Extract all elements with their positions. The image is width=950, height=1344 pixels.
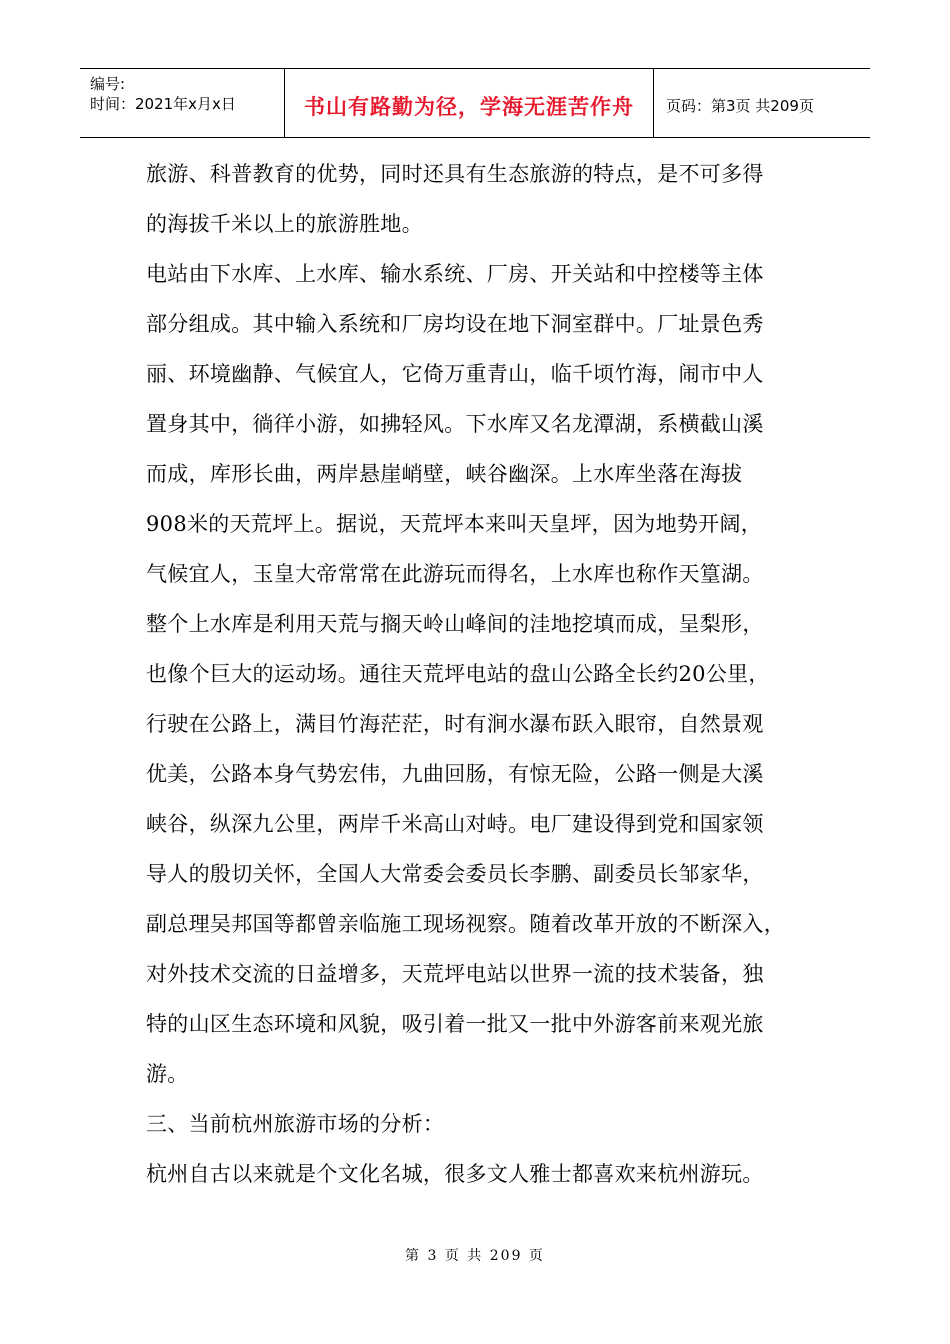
body-line: 部分组成。其中输入系统和厂房均设在地下洞室群中。厂址景色秀 (146, 312, 764, 336)
body-line: 导人的殷切关怀，全国人大常委会委员长李鹏、副委员长邹家华， (146, 862, 764, 886)
section-heading: 三、当前杭州旅游市场的分析： (146, 1112, 445, 1136)
body-line: 丽、环境幽静、气候宜人，它倚万重青山，临千顷竹海，闹市中人 (146, 362, 764, 386)
body-line: 行驶在公路上，满目竹海茫茫，时有涧水瀑布跃入眼帘，自然景观 (146, 712, 764, 736)
motto-text: 书山有路勤为径，学海无涯苦作舟 (304, 95, 634, 119)
body-line: 副总理吴邦国等都曾亲临施工现场视察。随着改革开放的不断深入， (146, 912, 785, 936)
page-info: 页码：第3页 共209页 (666, 97, 814, 115)
body-line: 特的山区生态环境和风貌，吸引着一批又一批中外游客前来观光旅 (146, 1012, 764, 1036)
body-line: 游。 (146, 1062, 189, 1086)
serial-number-label: 编号: (90, 75, 126, 93)
body-line: 而成，库形长曲，两岸悬崖峭壁，峡谷幽深。上水库坐落在海拔 (146, 462, 743, 486)
body-line: 的海拔千米以上的旅游胜地。 (146, 212, 423, 236)
body-line: 优美，公路本身气势宏伟，九曲回肠，有惊无险，公路一侧是大溪 (146, 762, 764, 786)
body-line: 对外技术交流的日益增多，天荒坪电站以世界一流的技术装备，独 (146, 962, 764, 986)
document-body (146, 162, 836, 1212)
body-line: 峡谷，纵深九公里，两岸千米高山对峙。电厂建设得到党和国家领 (146, 812, 764, 836)
header-right-cell (654, 69, 870, 137)
body-line: 杭州自古以来就是个文化名城，很多文人雅士都喜欢来杭州游玩。 (146, 1162, 764, 1186)
date-label: 时间：2021年x月x日 (90, 95, 236, 113)
body-line: 整个上水库是利用天荒与搁天岭山峰间的洼地挖填而成，呈梨形， (146, 612, 764, 636)
body-line: 气候宜人，玉皇大帝常常在此游玩而得名，上水库也称作天篁湖。 (146, 562, 764, 586)
body-line: 908米的天荒坪上。据说，天荒坪本来叫天皇坪，因为地势开阔， (146, 512, 763, 536)
body-line: 旅游、科普教育的优势，同时还具有生态旅游的特点，是不可多得 (146, 162, 764, 186)
body-line: 置身其中，徜徉小游，如拂轻风。下水库又名龙潭湖，系横截山溪 (146, 412, 764, 436)
body-line: 电站由下水库、上水库、输水系统、厂房、开关站和中控楼等主体 (146, 262, 764, 286)
body-line: 也像个巨大的运动场。通往天荒坪电站的盘山公路全长约20公里， (146, 662, 770, 686)
header-table (80, 68, 870, 138)
header-left-cell (80, 69, 285, 137)
header-middle-cell (285, 69, 654, 137)
page-footer: 第 3 页 共 209 页 (405, 1248, 545, 1264)
